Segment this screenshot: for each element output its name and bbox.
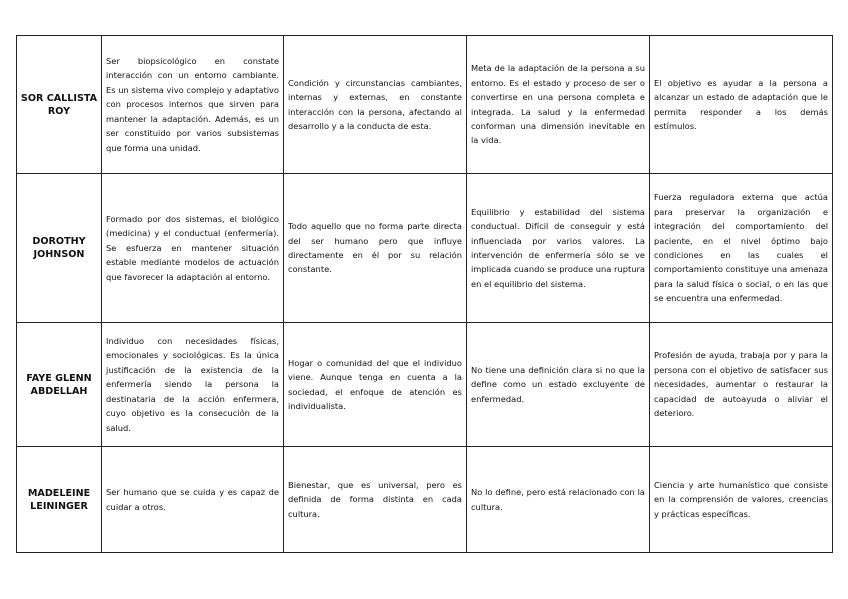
salud-cell: No tiene una definición clara si no que la define como un estado excluyente de enfermedad. — [467, 323, 650, 447]
table-row — [17, 323, 833, 447]
enfermeria-cell: El objetivo es ayudar a la persona a alcanzar un estado de adaptación que le permita responder a los demás estímulos. — [650, 36, 833, 174]
salud-cell: Equilibrio y estabilidad del sistema conductual. Difícil de conseguir y está influenciada por varios valores. La intervención de enfermería sólo se ve implicada cuando se produce una ruptura en el equilibrio del sistema. — [467, 174, 650, 323]
entorno-cell: Todo aquello que no forma parte directa del ser humano pero que influye directamente en él por su relación constante. — [284, 174, 467, 323]
theorist-name: FAYE GLENN ABDELLAH — [17, 323, 102, 447]
enfermeria-cell: Fuerza reguladora externa que actúa para preservar la organización e integración del comportamiento del paciente, en el nivel óptimo bajo condiciones en las cuales el comportamiento constituye una amenaza para la salud física o social, o en las que se encuentra una enfermedad. — [650, 174, 833, 323]
theorist-name: SOR CALLISTA ROY — [17, 36, 102, 174]
theorist-name: DOROTHY JOHNSON — [17, 174, 102, 323]
persona-cell: Ser humano que se cuida y es capaz de cuidar a otros. — [102, 447, 284, 553]
persona-cell: Individuo con necesidades físicas, emocionales y sociológicas. Es la única justificación de la existencia de la enfermería siendo la persona la destinataria de la acción enfermera, cuyo objetivo es la consecución de la salud. — [102, 323, 284, 447]
table-row — [17, 174, 833, 323]
salud-cell: Meta de la adaptación de la persona a su entorno. Es el estado y proceso de ser o convertirse en una persona completa e integrada. La salud y la enfermedad conforman una dimensión inevitable en la vida. — [467, 36, 650, 174]
theorists-table — [16, 35, 833, 553]
enfermeria-cell: Profesión de ayuda, trabaja por y para la persona con el objetivo de satisfacer sus necesidades, aumentar o restaurar la capacidad de autoayuda o aliviar el deterioro. — [650, 323, 833, 447]
enfermeria-cell: Ciencia y arte humanístico que consiste en la comprensión de valores, creencias y prácticas específicas. — [650, 447, 833, 553]
theorist-name: MADELEINE LEININGER — [17, 447, 102, 553]
persona-cell: Formado por dos sistemas, el biológico (medicina) y el conductual (enfermería). Se esfuerza en mantener situación estable mediante modelos de actuación que favorecer la adaptación al entorno. — [102, 174, 284, 323]
salud-cell: No lo define, pero está relacionado con la cultura. — [467, 447, 650, 553]
entorno-cell: Condición y circunstancias cambiantes, internas y externas, en constante interacción con la persona, afectando al desarrollo y a la conducta de esta. — [284, 36, 467, 174]
persona-cell: Ser biopsicológico en constate interacción con un entorno cambiante. Es un sistema vivo complejo y adaptativo con procesos internos que sirven para mantener la adaptación. Además, es un ser constituido por varios subsistemas que forma una unidad. — [102, 36, 284, 174]
entorno-cell: Hogar o comunidad del que el individuo viene. Aunque tenga en cuenta a la sociedad, el enfoque de atención es individualista. — [284, 323, 467, 447]
table-row — [17, 36, 833, 174]
entorno-cell: Bienestar, que es universal, pero es definida de forma distinta en cada cultura. — [284, 447, 467, 553]
table-row — [17, 447, 833, 553]
